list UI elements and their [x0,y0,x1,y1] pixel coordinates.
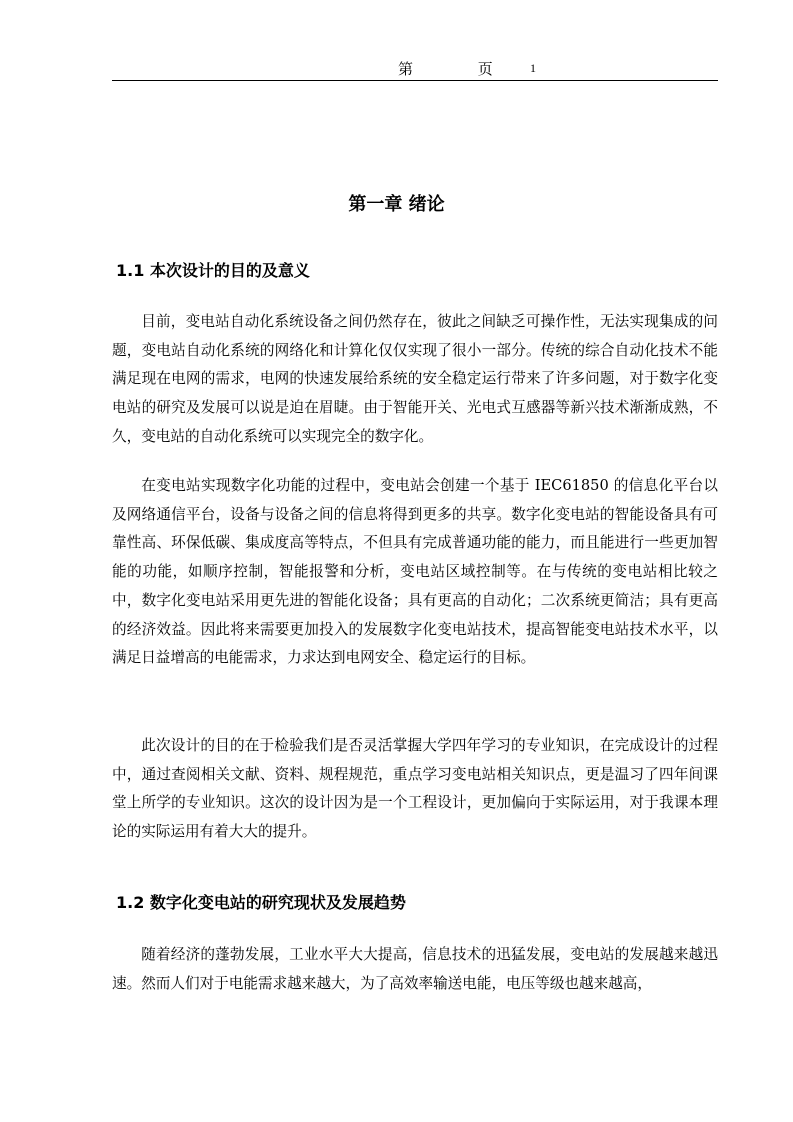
paragraph: 随着经济的蓬勃发展，工业水平大大提高，信息技术的迅猛发展，变电站的发展越来越迅速。然而人们对于电能需求越来越大，为了高效率输送电能，电压等级也越来越高， [112,946,718,992]
paragraph: 此次设计的目的在于检验我们是否灵活掌握大学四年学习的专业知识，在完成设计的过程中，通过查阅相关文献、资料、规程规范，重点学习变电站相关知识点，更是温习了四年间课堂上所学的专业知识。这次的设计因为是一个工程设计，更加偏向于实际运用，对于我课本理论的实际运用有着大大的提升。 [112,737,718,841]
paragraph: 在变电站实现数字化功能的过程中，变电站会创建一个基于 IEC61850 的信息化平台以及网络通信平台，设备与设备之间的信息将得到更多的共享。数字化变电站的智能设备具有可靠性高、环保低碳、集成度高等特点，不但具有完成普通功能的能力，而且能进行一些更加智能的功能，如顺序控制，智能报警和分析，变电站区域控制等。在与传统的变电站相比较之中，数字化变电站采用更先进的智能化设备；具有更高的自动化；二次系统更简洁；具有更高的经济效益。因此将来需要更加投入的发展数字化变电站技术，提高智能变电站技术水平，以满足日益增高的电能需求，力求达到电网安全、稳定运行的目标。 [112,477,718,667]
section-heading-1-2: 1.2 数字化变电站的研究现状及发展趋势 [116,893,406,912]
page-header [112,58,718,81]
chapter-title: 第一章 绪论 [348,194,445,215]
section-heading-1-1: 1.1 本次设计的目的及意义 [116,261,310,280]
page-number: 1 [530,61,536,75]
header-label: 第 页 [398,60,523,78]
paragraph: 目前，变电站自动化系统设备之间仍然存在，彼此之间缺乏可操作性，无法实现集成的问题，变电站自动化系统的网络化和计算化仅仅实现了很小一部分。传统的综合自动化技术不能满足现在电网的需求，电网的快速发展给系统的安全稳定运行带来了许多问题，对于数字化变电站的研究及发展可以说是迫在眉睫。由于智能开关、光电式互感器等新兴技术渐渐成熟，不久，变电站的自动化系统可以实现完全的数字化。 [112,313,718,445]
